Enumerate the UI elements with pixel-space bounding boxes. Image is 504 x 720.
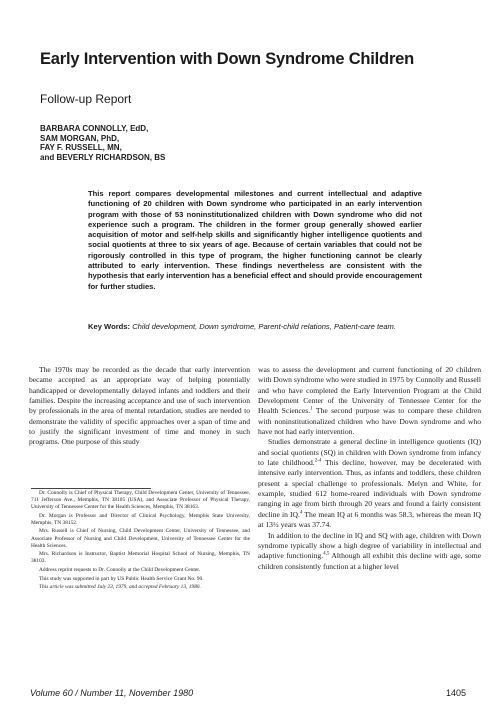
author-name: SAM MORGAN, PhD,	[40, 133, 120, 143]
keywords	[88, 322, 422, 332]
author-name: BARBARA CONNOLLY, EdD,	[40, 124, 149, 133]
author-name: FAY F. RUSSELL, MN,	[40, 143, 122, 153]
author-note: Dr. Morgan is Professor and Director of Clinical Psychology, Memphis State University, Memphis, TN 38152.	[31, 512, 250, 526]
citation-superscript: 4	[299, 510, 303, 516]
body-paragraph: The 1970s may be recorded as the decade that early intervention became accepted as an appropriate way of helping potentially handicapped or developmentally delayed infants and toddlers and their families. Despite the increasing acceptance and use of such intervention by professionals in the area of mental retardation, studies are needed to demonstrate the validity of specific approaches over a span of time and to justify the significant investment of time and money in such programs. One purpose of this study	[29, 365, 250, 447]
author-note: Address reprint requests to Dr. Connolly at the Child Development Center.	[39, 566, 201, 573]
author-note: This article was submitted July 23, 1979, and accepted February 13, 1980.	[39, 584, 201, 591]
page-number: 1405	[446, 688, 467, 698]
body-paragraph: Studies demonstrate a general decline in intelligence quotients (IQ) and social quotients (SQ) in children with Down syndrome from infancy to late childhood.$^{2-4}$ This decline, however, may be decelerated with intensive early intervention. Thus, as infants and toddlers, these children present a special challenge to professionals. Melyn and White, for example, studied 612 home-reared individuals with Down syndrome ranging in age from birth through 20 years and found a fairly consistent decline in IQ.$^4$ The mean IQ at 6 months was 58.3, whereas the mean IQ at 13½ years was 37.74.	[258, 437, 482, 530]
body-column-left	[29, 365, 250, 448]
keywords-label: Key Words:	[88, 322, 131, 331]
abstract: This report compares developmental milestones and current intellectual and adaptive functioning of 20 children with Down syndrome who participated in an early intervention program with those of 53 noninstitutionalized children with Down syndrome who did not experience such a program. The children in the former group generally showed earlier acquisition of motor and self-help skills and significantly higher intelligence quotients and social quotients at three to six years of age. Because of certain variables that could not be rigorously controlled in this type of program, the higher functioning cannot be clearly attributed to early intervention. These findings nevertheless are consistent with the hypothesis that early intervention has a beneficial effect and should provide encouragement for further studies.	[88, 189, 422, 291]
author-note: Mrs. Russell is Chief of Nursing, Child Development Center, University of Tennessee, and Associate Professor of Nursing and Child Development, University of Tennessee Center for the Health Sciences.	[31, 528, 250, 549]
article-title: Early Intervention with Down Syndrome Children	[40, 50, 415, 68]
author-name: and BEVERLY RICHARDSON, BS	[40, 152, 166, 162]
body-paragraph: was to assess the development and current functioning of 20 children with Down syndrome who were studied in 1975 by Connolly and Russell and who have completed the Early Intervention Program at the Child Development Center of the University of Tennessee Center for the Health Sciences.$^1$ The second purpose was to compare these children with noninstitutionalized children who have Down syndrome and who have not had early intervention.	[258, 365, 482, 437]
journal-volume-footer: Volume 60 / Number 11, November 1980	[30, 688, 194, 698]
citation-superscript: 2-4	[314, 458, 322, 464]
footnote-divider	[31, 488, 151, 489]
author-note: Mrs. Richardson is Instructor, Baptist Memorial Hospital School of Nursing, Memphis, TN 38103.	[31, 551, 250, 565]
author-notes	[31, 490, 250, 593]
body-paragraph: In addition to the decline in IQ and SQ with age, children with Down syndrome typically show a high degree of variability in intellectual and adaptive functioning.$^{4,5}$ Although all exhibit this decline with age, some children consistently function at a higher level	[258, 530, 481, 571]
author-list	[40, 124, 165, 162]
article-subtitle: Follow-up Report	[40, 92, 132, 106]
keywords-text: Child development, Down syndrome, Parent-child relations, Patient-care team.	[132, 322, 396, 331]
author-note: Dr. Connolly is Chief of Physical Therapy, Child Development Center, University of Tennessee, 711 Jefferson Ave., Memphis, TN 38105 (USA), and Associate Professor of Physical Therapy, University of Tennessee Center for the Health Sciences, Memphis, TN 38163.	[31, 490, 250, 511]
body-column-right	[258, 365, 481, 572]
citation-superscript: 4,5	[323, 551, 330, 557]
citation-superscript: 1	[310, 406, 313, 412]
author-note: This study was supported in part by US Public Health Service Grant No. 90.	[39, 575, 204, 582]
